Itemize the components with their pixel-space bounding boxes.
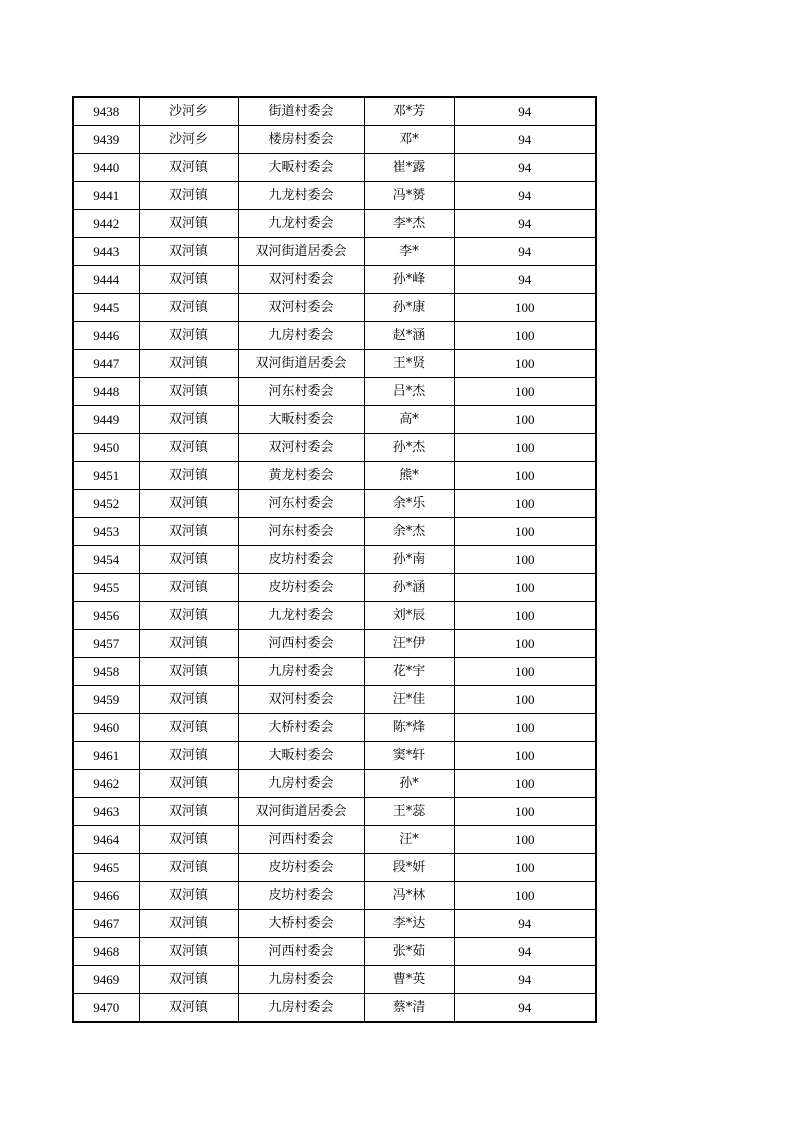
- village-cell: 双河村委会: [238, 294, 364, 322]
- town-cell: 双河镇: [139, 910, 238, 938]
- row-number-cell: 9467: [73, 910, 139, 938]
- person-name-cell: 孙*南: [364, 546, 454, 574]
- town-cell: 双河镇: [139, 378, 238, 406]
- row-number-cell: 9468: [73, 938, 139, 966]
- row-number-cell: 9462: [73, 770, 139, 798]
- town-cell: 双河镇: [139, 966, 238, 994]
- score-cell: 100: [454, 854, 596, 882]
- town-cell: 双河镇: [139, 154, 238, 182]
- table-row: [73, 770, 596, 798]
- table-row: [73, 518, 596, 546]
- village-cell: 河西村委会: [238, 826, 364, 854]
- table-row: [73, 546, 596, 574]
- village-cell: 大畈村委会: [238, 742, 364, 770]
- village-cell: 九房村委会: [238, 966, 364, 994]
- row-number-cell: 9442: [73, 210, 139, 238]
- row-number-cell: 9444: [73, 266, 139, 294]
- table-row: [73, 154, 596, 182]
- row-number-cell: 9463: [73, 798, 139, 826]
- village-cell: 河东村委会: [238, 378, 364, 406]
- table-row: [73, 210, 596, 238]
- row-number-cell: 9470: [73, 994, 139, 1023]
- row-number-cell: 9456: [73, 602, 139, 630]
- person-name-cell: 崔*露: [364, 154, 454, 182]
- score-cell: 94: [454, 126, 596, 154]
- table-row: [73, 658, 596, 686]
- table-row: [73, 322, 596, 350]
- table-row: [73, 826, 596, 854]
- row-number-cell: 9447: [73, 350, 139, 378]
- score-cell: 100: [454, 518, 596, 546]
- row-number-cell: 9452: [73, 490, 139, 518]
- table-row: [73, 938, 596, 966]
- person-name-cell: 汪*: [364, 826, 454, 854]
- person-name-cell: 段*妍: [364, 854, 454, 882]
- table-row: [73, 294, 596, 322]
- score-cell: 100: [454, 462, 596, 490]
- village-cell: 河东村委会: [238, 518, 364, 546]
- person-name-cell: 邓*芳: [364, 97, 454, 126]
- table-row: [73, 686, 596, 714]
- town-cell: 双河镇: [139, 322, 238, 350]
- town-cell: 沙河乡: [139, 126, 238, 154]
- person-name-cell: 孙*杰: [364, 434, 454, 462]
- town-cell: 沙河乡: [139, 97, 238, 126]
- row-number-cell: 9461: [73, 742, 139, 770]
- score-cell: 100: [454, 294, 596, 322]
- village-cell: 九房村委会: [238, 770, 364, 798]
- person-name-cell: 刘*辰: [364, 602, 454, 630]
- table-row: [73, 798, 596, 826]
- person-name-cell: 孙*康: [364, 294, 454, 322]
- town-cell: 双河镇: [139, 938, 238, 966]
- table-row: [73, 490, 596, 518]
- score-cell: 94: [454, 210, 596, 238]
- row-number-cell: 9449: [73, 406, 139, 434]
- score-cell: 94: [454, 966, 596, 994]
- town-cell: 双河镇: [139, 518, 238, 546]
- row-number-cell: 9460: [73, 714, 139, 742]
- score-cell: 100: [454, 574, 596, 602]
- row-number-cell: 9453: [73, 518, 139, 546]
- person-name-cell: 张*茹: [364, 938, 454, 966]
- score-cell: 100: [454, 378, 596, 406]
- table-row: [73, 182, 596, 210]
- row-number-cell: 9459: [73, 686, 139, 714]
- score-cell: 94: [454, 154, 596, 182]
- village-cell: 大畈村委会: [238, 406, 364, 434]
- town-cell: 双河镇: [139, 826, 238, 854]
- table-row: [73, 910, 596, 938]
- town-cell: 双河镇: [139, 294, 238, 322]
- score-cell: 94: [454, 938, 596, 966]
- person-name-cell: 李*达: [364, 910, 454, 938]
- table-row: [73, 97, 596, 126]
- row-number-cell: 9466: [73, 882, 139, 910]
- score-cell: 100: [454, 434, 596, 462]
- table-row: [73, 742, 596, 770]
- score-cell: 100: [454, 714, 596, 742]
- row-number-cell: 9454: [73, 546, 139, 574]
- village-cell: 黄龙村委会: [238, 462, 364, 490]
- village-cell: 大桥村委会: [238, 910, 364, 938]
- person-name-cell: 窦*轩: [364, 742, 454, 770]
- town-cell: 双河镇: [139, 630, 238, 658]
- town-cell: 双河镇: [139, 490, 238, 518]
- village-cell: 九房村委会: [238, 994, 364, 1023]
- person-name-cell: 余*杰: [364, 518, 454, 546]
- table-row: [73, 966, 596, 994]
- town-cell: 双河镇: [139, 266, 238, 294]
- town-cell: 双河镇: [139, 602, 238, 630]
- town-cell: 双河镇: [139, 658, 238, 686]
- row-number-cell: 9458: [73, 658, 139, 686]
- score-cell: 94: [454, 266, 596, 294]
- person-name-cell: 孙*涵: [364, 574, 454, 602]
- town-cell: 双河镇: [139, 798, 238, 826]
- table-row: [73, 126, 596, 154]
- person-name-cell: 余*乐: [364, 490, 454, 518]
- village-cell: 街道村委会: [238, 97, 364, 126]
- row-number-cell: 9451: [73, 462, 139, 490]
- row-number-cell: 9439: [73, 126, 139, 154]
- person-name-cell: 王*贤: [364, 350, 454, 378]
- score-cell: 100: [454, 686, 596, 714]
- village-cell: 九龙村委会: [238, 210, 364, 238]
- village-cell: 皮坊村委会: [238, 546, 364, 574]
- row-number-cell: 9448: [73, 378, 139, 406]
- person-name-cell: 陈*烽: [364, 714, 454, 742]
- person-name-cell: 李*杰: [364, 210, 454, 238]
- village-cell: 皮坊村委会: [238, 854, 364, 882]
- village-cell: 大畈村委会: [238, 154, 364, 182]
- town-cell: 双河镇: [139, 406, 238, 434]
- score-cell: 94: [454, 238, 596, 266]
- score-cell: 94: [454, 994, 596, 1023]
- person-name-cell: 熊*: [364, 462, 454, 490]
- row-number-cell: 9465: [73, 854, 139, 882]
- person-name-cell: 汪*佳: [364, 686, 454, 714]
- town-cell: 双河镇: [139, 210, 238, 238]
- table-row: [73, 406, 596, 434]
- town-cell: 双河镇: [139, 182, 238, 210]
- village-cell: 河东村委会: [238, 490, 364, 518]
- table-row: [73, 238, 596, 266]
- village-cell: 双河街道居委会: [238, 798, 364, 826]
- score-cell: 100: [454, 742, 596, 770]
- table-row: [73, 854, 596, 882]
- table-row: [73, 714, 596, 742]
- village-cell: 双河村委会: [238, 686, 364, 714]
- town-cell: 双河镇: [139, 854, 238, 882]
- village-cell: 双河街道居委会: [238, 238, 364, 266]
- score-cell: 100: [454, 826, 596, 854]
- table-row: [73, 266, 596, 294]
- score-cell: 100: [454, 770, 596, 798]
- town-cell: 双河镇: [139, 994, 238, 1023]
- village-cell: 九龙村委会: [238, 182, 364, 210]
- person-name-cell: 蔡*清: [364, 994, 454, 1023]
- score-cell: 100: [454, 798, 596, 826]
- village-cell: 河西村委会: [238, 630, 364, 658]
- score-cell: 100: [454, 322, 596, 350]
- person-name-cell: 王*蕊: [364, 798, 454, 826]
- person-name-cell: 汪*伊: [364, 630, 454, 658]
- score-cell: 100: [454, 406, 596, 434]
- town-cell: 双河镇: [139, 546, 238, 574]
- score-cell: 100: [454, 350, 596, 378]
- roster-table-body: [73, 97, 596, 1022]
- town-cell: 双河镇: [139, 462, 238, 490]
- table-row: [73, 994, 596, 1023]
- table-row: [73, 462, 596, 490]
- score-cell: 100: [454, 546, 596, 574]
- score-cell: 94: [454, 97, 596, 126]
- town-cell: 双河镇: [139, 742, 238, 770]
- person-name-cell: 冯*赟: [364, 182, 454, 210]
- town-cell: 双河镇: [139, 882, 238, 910]
- row-number-cell: 9457: [73, 630, 139, 658]
- score-cell: 100: [454, 602, 596, 630]
- person-name-cell: 吕*杰: [364, 378, 454, 406]
- person-name-cell: 孙*: [364, 770, 454, 798]
- row-number-cell: 9464: [73, 826, 139, 854]
- town-cell: 双河镇: [139, 350, 238, 378]
- score-cell: 94: [454, 182, 596, 210]
- row-number-cell: 9455: [73, 574, 139, 602]
- village-cell: 皮坊村委会: [238, 882, 364, 910]
- person-name-cell: 李*: [364, 238, 454, 266]
- village-cell: 皮坊村委会: [238, 574, 364, 602]
- row-number-cell: 9441: [73, 182, 139, 210]
- village-cell: 双河街道居委会: [238, 350, 364, 378]
- table-row: [73, 434, 596, 462]
- town-cell: 双河镇: [139, 686, 238, 714]
- person-name-cell: 曹*英: [364, 966, 454, 994]
- town-cell: 双河镇: [139, 434, 238, 462]
- table-row: [73, 630, 596, 658]
- roster-table: [72, 96, 597, 1023]
- score-cell: 94: [454, 910, 596, 938]
- person-name-cell: 赵*涵: [364, 322, 454, 350]
- person-name-cell: 高*: [364, 406, 454, 434]
- row-number-cell: 9440: [73, 154, 139, 182]
- row-number-cell: 9438: [73, 97, 139, 126]
- village-cell: 九龙村委会: [238, 602, 364, 630]
- table-row: [73, 574, 596, 602]
- table-row: [73, 882, 596, 910]
- row-number-cell: 9450: [73, 434, 139, 462]
- row-number-cell: 9446: [73, 322, 139, 350]
- row-number-cell: 9469: [73, 966, 139, 994]
- score-cell: 100: [454, 658, 596, 686]
- table-row: [73, 378, 596, 406]
- row-number-cell: 9445: [73, 294, 139, 322]
- table-row: [73, 350, 596, 378]
- score-cell: 100: [454, 882, 596, 910]
- village-cell: 大桥村委会: [238, 714, 364, 742]
- person-name-cell: 冯*林: [364, 882, 454, 910]
- village-cell: 楼房村委会: [238, 126, 364, 154]
- person-name-cell: 孙*峰: [364, 266, 454, 294]
- person-name-cell: 邓*: [364, 126, 454, 154]
- town-cell: 双河镇: [139, 574, 238, 602]
- table-row: [73, 602, 596, 630]
- town-cell: 双河镇: [139, 714, 238, 742]
- row-number-cell: 9443: [73, 238, 139, 266]
- score-cell: 100: [454, 630, 596, 658]
- village-cell: 双河村委会: [238, 266, 364, 294]
- village-cell: 河西村委会: [238, 938, 364, 966]
- village-cell: 双河村委会: [238, 434, 364, 462]
- town-cell: 双河镇: [139, 770, 238, 798]
- score-cell: 100: [454, 490, 596, 518]
- person-name-cell: 花*宇: [364, 658, 454, 686]
- town-cell: 双河镇: [139, 238, 238, 266]
- village-cell: 九房村委会: [238, 658, 364, 686]
- village-cell: 九房村委会: [238, 322, 364, 350]
